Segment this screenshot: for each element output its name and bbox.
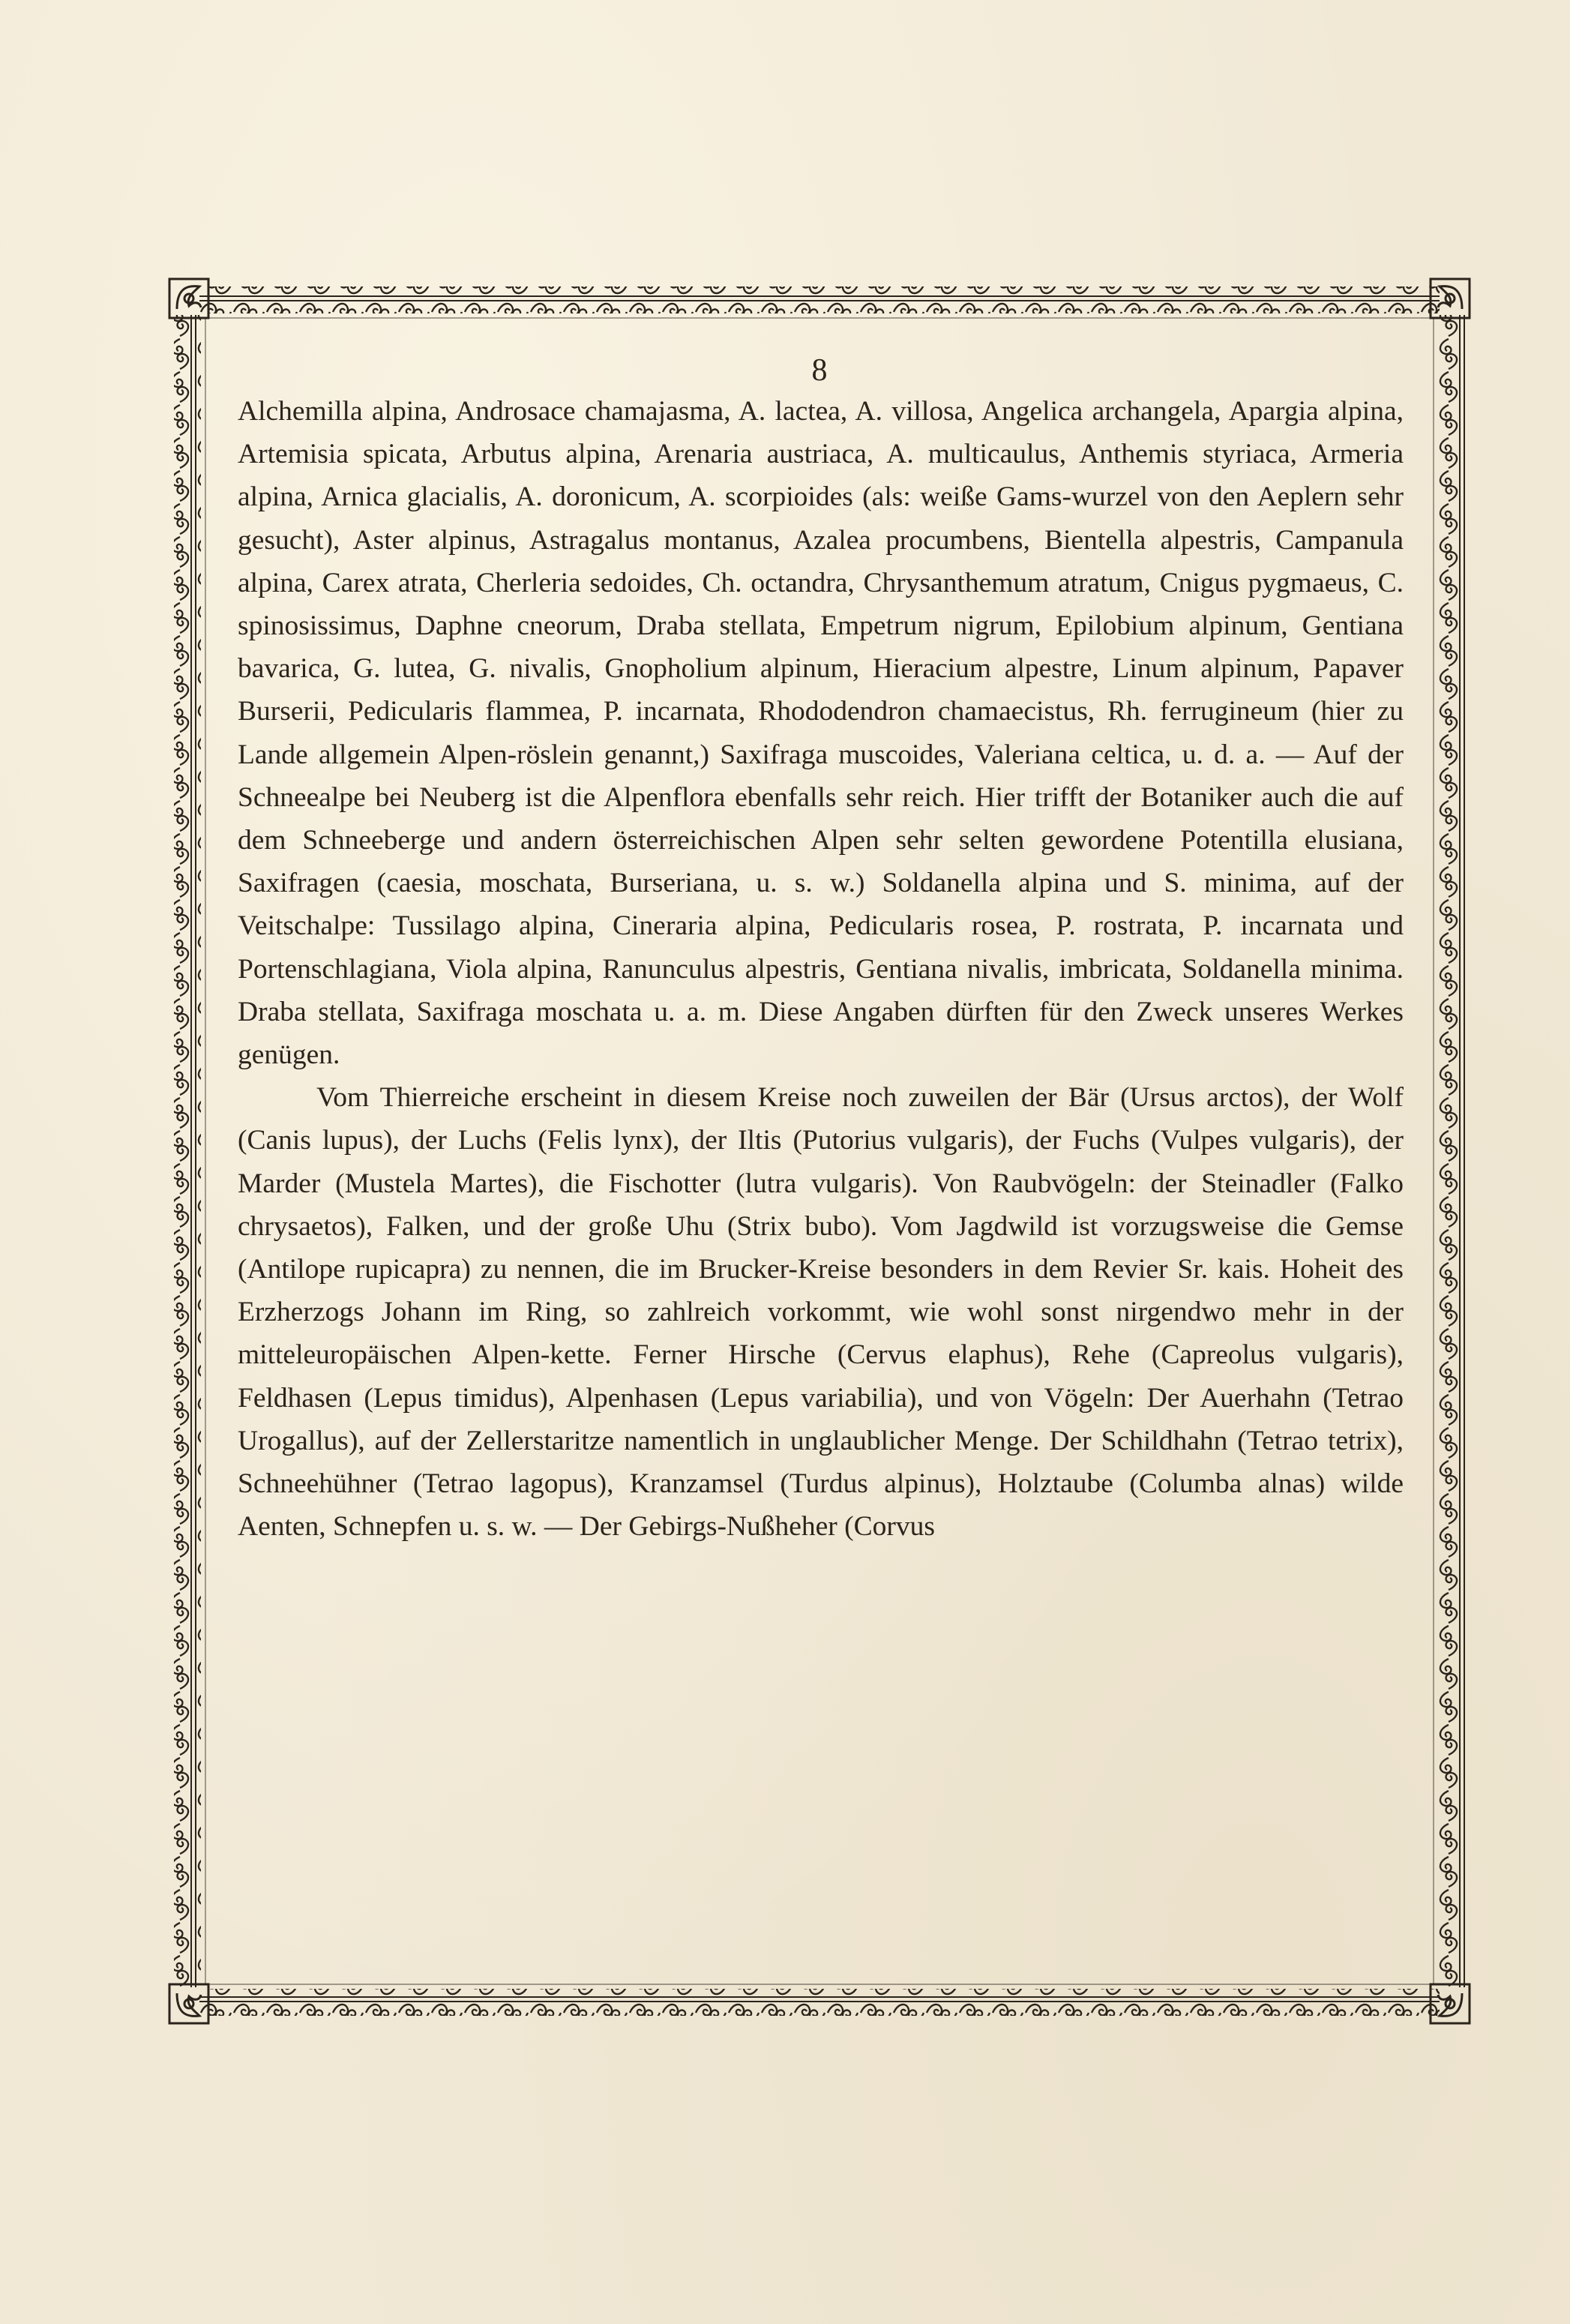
body-text: [238, 390, 1404, 1548]
page-number: 8: [811, 353, 828, 388]
ornamental-frame: [166, 271, 1473, 2031]
paragraph-fauna: Vom Thierreiche erscheint in diesem Kreise noch zuweilen der Bär (Ursus arctos), der Wolf (Canis lupus), der Luchs (Felis lynx), der Iltis (Putorius vulgaris), der Fuchs (Vulpes vulgaris), der Marder (Mustela Martes), die Fischotter (lutra vulgaris). Von Raubvögeln: der Steinadler (Falko chrysaetos), Falken, und der große Uhu (Strix bubo). Vom Jagdwild ist vorzugsweise die Gemse (Antilope rupicapra) zu nennen, die im Brucker-Kreise besonders in dem Revier Sr. kais. Hoheit des Erzherzogs Johann im Ring, so zahlreich vorkommt, wie wohl sonst nirgendwo mehr in der mitteleuropäischen Alpen-kette. Ferner Hirsche (Cervus elaphus), Rehe (Capreolus vulgaris), Feldhasen (Lepus timidus), Alpenhasen (Lepus variabilia), und von Vögeln: Der Auerhahn (Tetrao Urogallus), auf der Zellerstaritze namentlich in unglaublicher Menge. Der Schildhahn (Tetrao tetrix), Schneehühner (Tetrao lagopus), Kranzamsel (Turdus alpinus), Holztaube (Columba alnas) wilde Aenten, Schnepfen u. s. w. — Der Gebirgs-Nußheher (Corvus: [238, 1082, 1404, 1543]
paragraph-flora: Alchemilla alpina, Androsace chamajasma, A. lactea, A. villosa, Angelica archangela, Apargia alpina, Artemisia spicata, Arbutus alpina, Arenaria austriaca, A. multicaulus, Anthemis styriaca, Armeria alpina, Arnica glacialis, A. doronicum, A. scorpioides (als: weiße Gams-wurzel von den Aeplern sehr gesucht), Aster alpinus, Astragalus montanus, Azalea procumbens, Bientella alpestris, Campanula alpina, Carex atrata, Cherleria sedoides, Ch. octandra, Chrysanthemum atratum, Cnigus pygmaeus, C. spinosissimus, Daphne cneorum, Draba stellata, Empetrum nigrum, Epilobium alpinum, Gentiana bavarica, G. lutea, G. nivalis, Gnopholium alpinum, Hieracium alpestre, Linum alpinum, Papaver Burserii, Pedicularis flammea, P. incarnata, Rhododendron chamaecistus, Rh. ferrugineum (hier zu Lande allgemein Alpen-röslein genannt,) Saxifraga muscoides, Valeriana celtica, u. d. a. — Auf der Schneealpe bei Neuberg ist die Alpenflora ebenfalls sehr reich. Hier trifft der Botaniker auch die auf dem Schneeberge und andern österreichischen Alpen sehr selten gewordene Potentilla elusiana, Saxifragen (caesia, moschata, Burseriana, u. s. w.) Soldanella alpina und S. minima, auf der Veitschalpe: Tussilago alpina, Cineraria alpina, Pedicularis rosea, P. rostrata, P. incarnata und Portenschlagiana, Viola alpina, Ranunculus alpestris, Gentiana nivalis, imbricata, Soldanella minima. Draba stellata, Saxifraga moschata u. a. m. Diese Angaben dürften für den Zweck unseres Werkes genügen.: [238, 396, 1404, 1071]
